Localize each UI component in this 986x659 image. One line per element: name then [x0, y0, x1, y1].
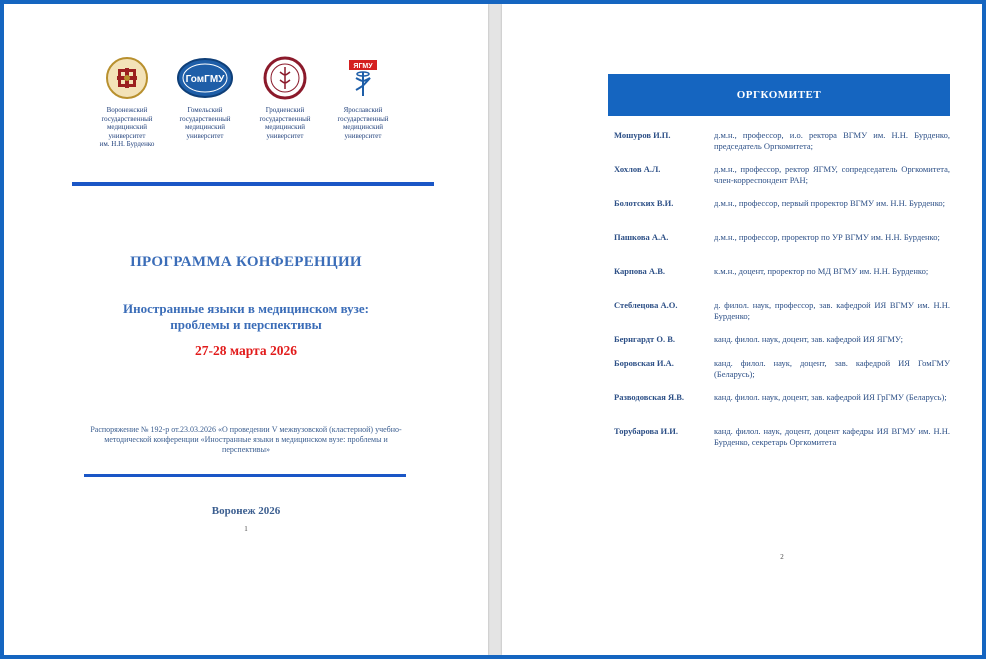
member-name: Болотских В.И.: [614, 198, 674, 208]
university-logos: [84, 56, 404, 166]
member-description: д.м.н., профессор, и.о. ректора ВГМУ им. Н.Н. Бурденко, председатель Оргкомитета;: [714, 130, 950, 151]
member-row: [614, 266, 950, 298]
yagmu-logo-icon: [341, 56, 385, 100]
conference-subtitle: [104, 301, 388, 333]
logo-caption: Воронежский государственный медицинский университет им. Н.Н. Бурденко: [99, 106, 155, 148]
logo-gomgmu: [162, 56, 248, 140]
member-description: канд. филол. наук, доцент, зав. кафедрой ИЯ ЯГМУ;: [714, 334, 903, 344]
member-row: [614, 232, 950, 264]
member-name: Мошуров И.П.: [614, 130, 671, 140]
member-name: Разводовская Я.В.: [614, 392, 685, 402]
logo-caption: Ярославский государственный медицинский университет: [337, 106, 389, 140]
member-description: д. филол. наук, профессор, зав. кафедрой ИЯ ВГМУ им. Н.Н. Бурденко;: [714, 300, 950, 321]
member-description: канд. филол. наук, доцент, доцент кафедры ИЯ ВГМУ им. Н.Н. Бурденко, секретарь Оргкомитета: [714, 426, 950, 447]
logo-grgmu: [242, 56, 328, 140]
divider-top: [72, 182, 434, 186]
page-number: 2: [780, 553, 784, 561]
logo-caption: Гродненский государственный медицинский университет: [259, 106, 311, 140]
logo-caption: Гомельский государственный медицинский университет: [179, 106, 231, 140]
grgmu-seal-icon: [263, 56, 307, 100]
logo-vgmu: [84, 56, 170, 149]
conference-dates: 27-28 марта 2026: [195, 343, 297, 358]
city-year: Воронеж 2026: [211, 505, 281, 517]
page-1: [4, 4, 488, 655]
logo-yagmu: [320, 56, 406, 140]
order-text: Распоряжение № 192-р от.23.03.2026 «О проведении V межвузовской (кластерной) учебно-методической конференции «Иностранные языки в медицинском вузе: проблемы и перспективы»: [90, 425, 402, 454]
gomgmu-logo-icon: [176, 56, 234, 100]
orgcommittee-header: ОРГКОМИТЕТ: [608, 74, 950, 116]
member-row: [614, 300, 950, 332]
member-description: д.м.н., профессор, проректор по УР ВГМУ им. Н.Н. Бурденко;: [714, 232, 940, 242]
document-viewer[interactable]: [4, 4, 982, 655]
member-name: Торубарова И.И.: [614, 426, 678, 436]
member-description: д.м.н., профессор, первый проректор ВГМУ им. Н.Н. Бурденко;: [714, 198, 946, 208]
member-description: к.м.н., доцент, проректор по МД ВГМУ им. Н.Н. Бурденко;: [714, 266, 929, 276]
page-number: 1: [244, 525, 248, 533]
svg-text:ЯГМУ: ЯГМУ: [353, 63, 373, 70]
subtitle-line-1: Иностранные языки в медицинском вузе:: [122, 301, 370, 316]
divider-bottom: [84, 474, 406, 477]
vgmu-crest-icon: [105, 56, 149, 100]
member-name: Боровская И.А.: [614, 358, 674, 368]
member-name: Карпова А.В.: [614, 266, 665, 276]
member-row: [614, 198, 950, 230]
member-row: [614, 392, 950, 424]
member-row: [614, 130, 950, 162]
member-row: [614, 164, 950, 196]
member-description: канд. филол. наук, доцент, зав. кафедрой ИЯ ГрГМУ (Беларусь);: [714, 392, 947, 402]
member-row: [614, 426, 950, 458]
svg-text:ГомГМУ: ГомГМУ: [185, 74, 225, 85]
member-name: Стеблецова А.О.: [614, 300, 678, 310]
member-row: [614, 358, 950, 390]
member-description: д.м.н., профессор, ректор ЯГМУ, сопредседатель Оргкомитета, член-корреспондент РАН;: [714, 164, 950, 185]
member-name: Пашкова А.А.: [614, 232, 669, 242]
member-name: Хохлов А.Л.: [614, 164, 661, 174]
page-title: ПРОГРАММА КОНФЕРЕНЦИИ: [130, 254, 362, 270]
page-2: [502, 4, 982, 655]
subtitle-line-2: проблемы и перспективы: [170, 317, 322, 332]
member-name: Бернгардт О. В.: [614, 334, 675, 344]
member-description: канд. филол. наук, доцент, зав. кафедрой ИЯ ГомГМУ (Беларусь);: [714, 358, 950, 379]
